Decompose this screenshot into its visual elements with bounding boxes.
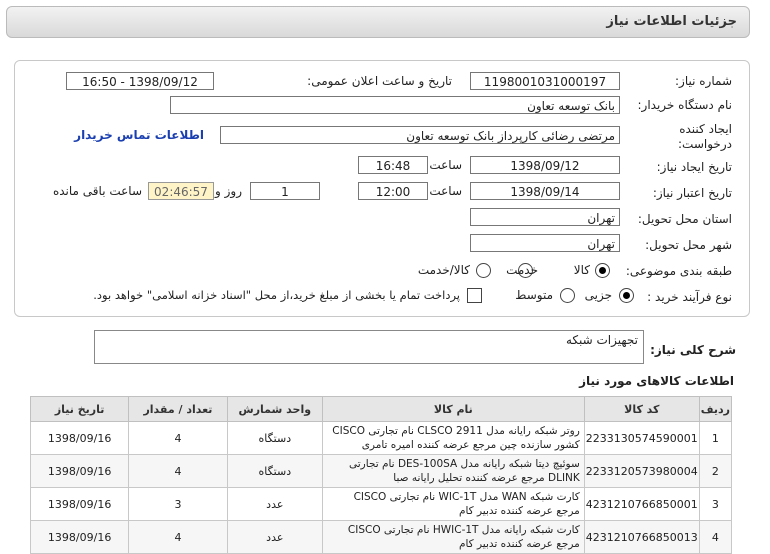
province-label: استان محل تحویل: (637, 212, 732, 226)
goods-date: 1398/09/16 (31, 422, 129, 455)
goods-quantity: 4 (129, 455, 227, 488)
goods-unit: دستگاه (227, 455, 322, 488)
creator-field: مرتضی رضائی کارپرداز بانک توسعه تعاون (220, 126, 620, 144)
col-header-unit: واحد شمارش (227, 397, 322, 422)
goods-date: 1398/09/16 (31, 488, 129, 521)
treasury-payment-checkbox[interactable] (467, 288, 482, 303)
description-field (94, 330, 644, 364)
process-radio-minor[interactable] (619, 288, 634, 303)
need-number-field: 1198001031000197 (470, 72, 620, 90)
creator-label: ایجاد کننده درخواست: (678, 122, 732, 151)
table-row (31, 521, 732, 554)
treasury-payment-note: پرداخت تمام یا بخشی از مبلغ خرید،از محل "اسناد خزانه اسلامی" خواهد بود. (93, 288, 460, 302)
goods-code: 2233130574590001 (584, 422, 699, 455)
need-number-label: شماره نیاز: (675, 74, 732, 88)
process-option-minor: جزیی (584, 288, 612, 302)
goods-code: 4231210766850013 (584, 521, 699, 554)
goods-header-row (31, 397, 732, 422)
remaining-label: ساعت باقی مانده (52, 184, 142, 198)
created-date-field: 1398/09/12 (470, 156, 620, 174)
validity-date-field: 1398/09/14 (470, 182, 620, 200)
goods-name: روتر شبکه رایانه مدل CLSCO 2911 نام تجارتی CISCO کشور سازنده چین مرجع عرضه کننده امیره تامری (322, 422, 584, 455)
description-label: شرح کلی نیاز: (650, 343, 736, 357)
row-number: 4 (699, 521, 731, 554)
province-field: تهران (470, 208, 620, 226)
goods-unit: عدد (227, 488, 322, 521)
col-header-code: کد کالا (584, 397, 699, 422)
goods-name: سوئیچ دیتا شبکه رایانه مدل DES-100SA نام تجارتی DLINK مرجع عرضه کننده تحلیل رایانه صبا (322, 455, 584, 488)
col-header-date: تاریخ نیاز (31, 397, 129, 422)
created-date-label: تاریخ ایجاد نیاز: (656, 160, 732, 174)
announce-label: تاریخ و ساعت اعلان عمومی: (307, 74, 452, 88)
row-number: 1 (699, 422, 731, 455)
goods-date: 1398/09/16 (31, 455, 129, 488)
validity-time-field: 12:00 (358, 182, 428, 200)
goods-title: اطلاعات کالاهای مورد نیاز (579, 374, 734, 388)
created-time-label: ساعت (429, 158, 462, 172)
days-label: روز و (215, 184, 242, 198)
goods-table (30, 396, 732, 554)
city-field: تهران (470, 234, 620, 252)
validity-time-label: ساعت (429, 184, 462, 198)
goods-quantity: 4 (129, 521, 227, 554)
goods-date: 1398/09/16 (31, 521, 129, 554)
goods-code: 2233120573980004 (584, 455, 699, 488)
remaining-timer: 02:46:57 (148, 182, 214, 200)
window-titlebar (6, 6, 750, 38)
row-number: 2 (699, 455, 731, 488)
goods-unit: عدد (227, 521, 322, 554)
col-header-row-number: ردیف (699, 397, 731, 422)
col-header-name: نام کالا (322, 397, 584, 422)
description-value: تجهیزات شبکه (565, 333, 638, 347)
table-row (31, 422, 732, 455)
process-radio-medium[interactable] (560, 288, 575, 303)
process-option-medium: متوسط (515, 288, 553, 302)
goods-code: 4231210766850001 (584, 488, 699, 521)
window-title: جزئیات اطلاعات نیاز (606, 14, 737, 29)
row-number: 3 (699, 488, 731, 521)
category-radio-goods[interactable] (595, 263, 610, 278)
goods-name: کارت شبکه رایانه مدل HWIC-1T نام تجارتی CISCO مرجع عرضه کننده تدبیر کام (322, 521, 584, 554)
category-option-service: خدمت (506, 263, 538, 277)
contact-info-link[interactable]: اطلاعات تماس خریدار (74, 128, 204, 142)
process-label: نوع فرآیند خرید : (647, 290, 732, 304)
goods-quantity: 3 (129, 488, 227, 521)
category-radio-goods-service[interactable] (476, 263, 491, 278)
days-field: 1 (250, 182, 320, 200)
category-label: طبقه بندی موضوعی: (625, 264, 732, 278)
table-row (31, 455, 732, 488)
created-time-field: 16:48 (358, 156, 428, 174)
announce-field: 1398/09/12 - 16:50 (66, 72, 214, 90)
goods-name: کارت شبکه WAN مدل WIC-1T نام تجارتی CISCO مرجع عرضه کننده تدبیر کام (322, 488, 584, 521)
city-label: شهر محل تحویل: (645, 238, 732, 252)
goods-unit: دستگاه (227, 422, 322, 455)
goods-quantity: 4 (129, 422, 227, 455)
category-option-goods: کالا (573, 263, 590, 277)
table-row (31, 488, 732, 521)
category-option-goods-service: کالا/خدمت (417, 263, 470, 277)
validity-label: تاریخ اعتبار نیاز: (652, 186, 732, 200)
col-header-quantity: تعداد / مقدار (129, 397, 227, 422)
buyer-field: بانک توسعه تعاون (170, 96, 620, 114)
buyer-label: نام دستگاه خریدار: (637, 98, 732, 112)
